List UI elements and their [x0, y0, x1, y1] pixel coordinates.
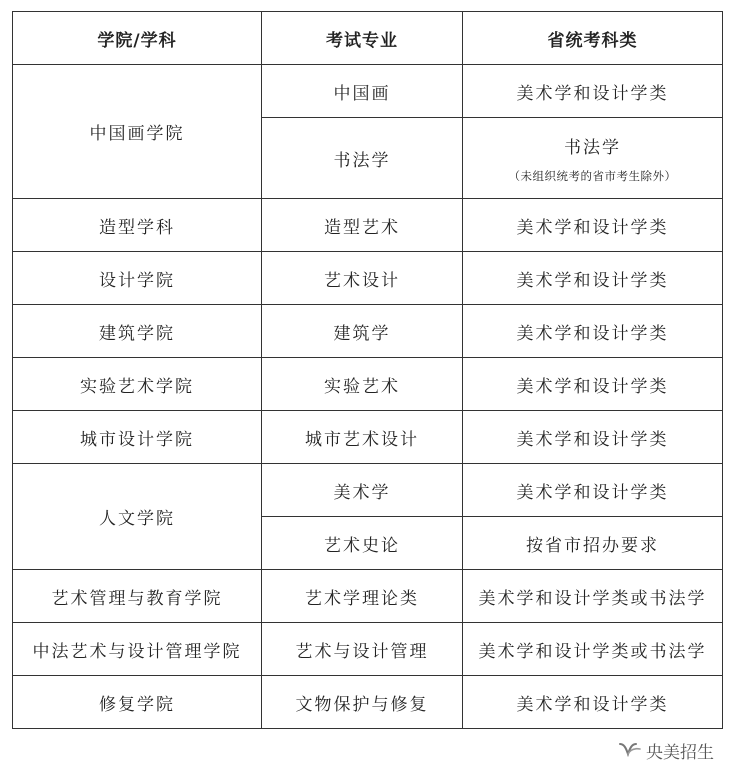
major-cell: 造型艺术 [262, 199, 463, 252]
table-row [13, 358, 723, 411]
table-row [13, 199, 723, 252]
major-cell: 文物保护与修复 [262, 676, 463, 729]
category-text: 书法学 [564, 137, 621, 158]
college-cell: 艺术管理与教育学院 [13, 570, 262, 623]
category-cell: 美术学和设计学类 [463, 676, 723, 729]
category-cell: 按省市招办要求 [463, 517, 723, 570]
college-cell: 修复学院 [13, 676, 262, 729]
watermark [618, 738, 714, 762]
college-cell: 城市设计学院 [13, 411, 262, 464]
category-cell: 美术学和设计学类 [463, 252, 723, 305]
major-cell: 书法学 [262, 118, 463, 199]
category-cell: 美术学和设计学类或书法学 [463, 623, 723, 676]
college-cell: 造型学科 [13, 199, 262, 252]
category-cell: 美术学和设计学类 [463, 411, 723, 464]
category-cell: 美术学和设计学类 [463, 65, 723, 118]
major-cell: 建筑学 [262, 305, 463, 358]
college-cell: 中法艺术与设计管理学院 [13, 623, 262, 676]
table-row [13, 65, 723, 118]
watermark-text: 央美招生 [646, 742, 714, 763]
table-row [13, 570, 723, 623]
college-cell: 设计学院 [13, 252, 262, 305]
header-college: 学院/学科 [13, 12, 262, 65]
table-row [13, 305, 723, 358]
admissions-table [12, 11, 723, 729]
major-cell: 中国画 [262, 65, 463, 118]
wechat-channel-icon [618, 740, 642, 760]
category-cell [463, 118, 723, 199]
major-cell: 美术学 [262, 464, 463, 517]
table-row [13, 464, 723, 517]
table-row [13, 411, 723, 464]
category-cell: 美术学和设计学类 [463, 464, 723, 517]
major-cell: 艺术设计 [262, 252, 463, 305]
category-note: （未组织统考的省市考生除外） [508, 168, 677, 183]
major-cell: 实验艺术 [262, 358, 463, 411]
major-cell: 艺术学理论类 [262, 570, 463, 623]
category-cell: 美术学和设计学类 [463, 199, 723, 252]
category-cell: 美术学和设计学类或书法学 [463, 570, 723, 623]
category-cell: 美术学和设计学类 [463, 358, 723, 411]
major-cell: 艺术史论 [262, 517, 463, 570]
college-cell: 实验艺术学院 [13, 358, 262, 411]
college-cell: 中国画学院 [13, 65, 262, 199]
header-major: 考试专业 [262, 12, 463, 65]
major-cell: 城市艺术设计 [262, 411, 463, 464]
table-row [13, 676, 723, 729]
college-cell: 建筑学院 [13, 305, 262, 358]
category-cell: 美术学和设计学类 [463, 305, 723, 358]
college-cell: 人文学院 [13, 464, 262, 570]
table-row [13, 623, 723, 676]
table-row [13, 252, 723, 305]
major-cell: 艺术与设计管理 [262, 623, 463, 676]
header-category: 省统考科类 [463, 12, 723, 65]
table-header-row [13, 12, 723, 65]
